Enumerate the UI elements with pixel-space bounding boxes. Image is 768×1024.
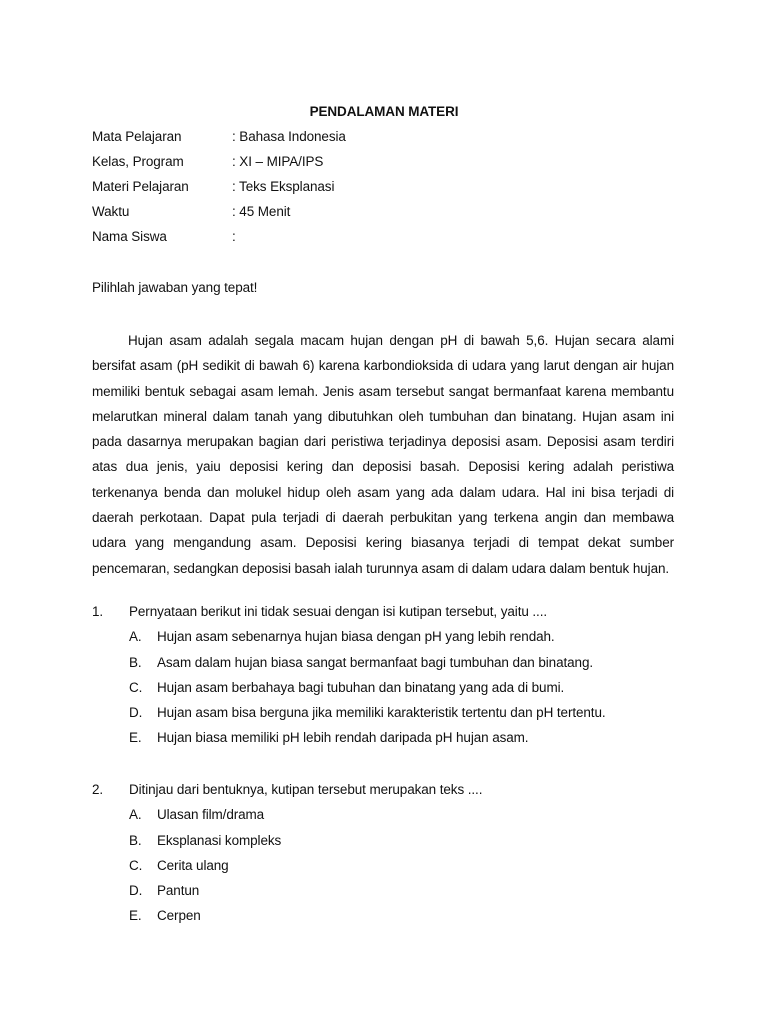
answer-option[interactable] — [92, 704, 692, 729]
option-letter: E. — [129, 908, 142, 924]
question-2 — [92, 781, 692, 933]
option-letter: E. — [129, 730, 142, 746]
option-text: Hujan asam sebenarnya hujan biasa dengan pH yang lebih rendah. — [157, 629, 555, 645]
question-text: Ditinjau dari bentuknya, kutipan tersebut merupakan teks .... — [129, 782, 483, 797]
meta-value: : 45 Menit — [232, 204, 291, 219]
document-title: PENDALAMAN MATERI — [309, 104, 459, 119]
answer-option[interactable] — [92, 806, 692, 831]
option-text: Ulasan film/drama — [157, 807, 265, 823]
question-number: 1. — [92, 604, 104, 619]
answer-option[interactable] — [92, 628, 692, 653]
meta-value: : — [232, 229, 236, 244]
meta-label: Materi Pelajaran — [92, 179, 189, 194]
meta-label: Waktu — [92, 204, 130, 219]
reading-passage: Hujan asam adalah segala macam hujan dengan pH di bawah 5,6. Hujan secara alami bersifat asam (pH sedikit di bawah 6) karena karbondioksida di udara yang larut dengan air hujan memiliki bentuk sebagai asam lemah. Jenis asam tersebut sangat bermanfaat karena membantu melarutkan mineral dalam tanah yang dibutuhkan oleh tumbuhan dan binatang. Hujan asam ini pada dasarnya merupakan bagian dari peristiwa terjadinya deposisi asam. Deposisi asam terdiri atas dua jenis, yaiu deposisi kering dan deposisi basah. Deposisi kering adalah peristiwa terkenanya benda dan molukel hidup oleh asam yang ada dalam udara. Hal ini bisa terjadi di daerah perkotaan. Dapat pula terjadi di daerah perbukitan yang terkena angin dan membawa udara yang mengandung asam. Deposisi kering biasanya terjadi di tempat dekat sumber pencemaran, sedangkan deposisi basah ialah turunnya asam di dalam udara dalam bentuk hujan. — [92, 333, 674, 576]
option-letter: D. — [129, 883, 143, 899]
answer-option[interactable] — [92, 907, 692, 932]
answer-option[interactable] — [92, 654, 692, 679]
answer-option[interactable] — [92, 679, 692, 704]
option-text: Cerpen — [157, 908, 201, 924]
option-letter: A. — [129, 629, 142, 645]
question-stem — [92, 603, 692, 628]
option-text: Asam dalam hujan biasa sangat bermanfaat bagi tumbuhan dan binatang. — [157, 654, 594, 670]
option-letter: B. — [129, 832, 142, 848]
answer-option[interactable] — [92, 832, 692, 857]
option-letter: B. — [129, 654, 142, 670]
answer-option[interactable] — [92, 857, 692, 882]
option-text: Eksplanasi kompleks — [157, 832, 282, 848]
question-1 — [92, 603, 692, 755]
option-text: Cerita ulang — [157, 857, 229, 873]
answer-option[interactable] — [92, 729, 692, 754]
question-stem — [92, 781, 692, 806]
option-text: Hujan biasa memiliki pH lebih rendah daripada pH hujan asam. — [157, 730, 529, 746]
meta-value: : Teks Eksplanasi — [232, 179, 335, 194]
meta-value: : XI – MIPA/IPS — [232, 154, 324, 169]
option-letter: C. — [129, 857, 143, 873]
instruction-text: Pilihlah jawaban yang tepat! — [92, 280, 258, 295]
option-text: Hujan asam bisa berguna jika memiliki karakteristik tertentu dan pH tertentu. — [157, 705, 606, 721]
answer-option[interactable] — [92, 882, 692, 907]
question-number: 2. — [92, 782, 104, 797]
meta-label: Mata Pelajaran — [92, 129, 182, 144]
meta-label: Kelas, Program — [92, 154, 184, 169]
option-letter: D. — [129, 705, 143, 721]
option-text: Hujan asam berbahaya bagi tubuhan dan binatang yang ada di bumi. — [157, 679, 565, 695]
option-letter: A. — [129, 807, 142, 823]
question-text: Pernyataan berikut ini tidak sesuai dengan isi kutipan tersebut, yaitu .... — [129, 604, 548, 619]
option-letter: C. — [129, 679, 143, 695]
meta-value: : Bahasa Indonesia — [232, 129, 346, 144]
option-text: Pantun — [157, 883, 200, 899]
meta-label: Nama Siswa — [92, 229, 167, 244]
